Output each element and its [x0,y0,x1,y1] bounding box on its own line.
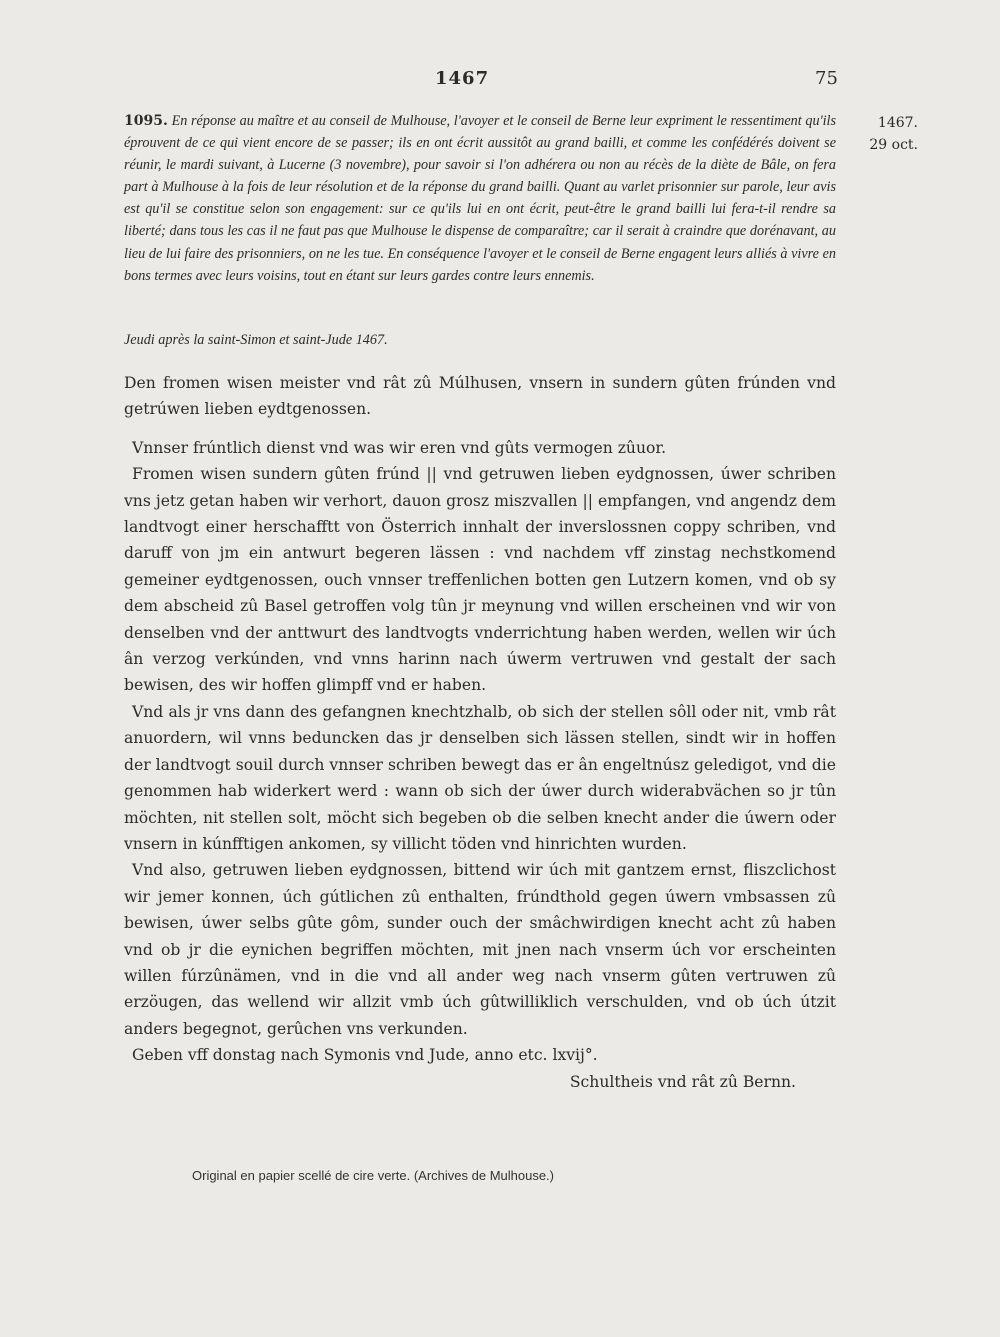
letter-greeting: Vnnser frúntlich dienst vnd was wir eren vnd gûts vermogen zûuor. [132,438,667,457]
margin-note-day: 29 oct. [869,137,918,153]
running-head [0,68,1000,92]
entry-number: 1095. [124,113,168,129]
margin-date-note [848,112,918,156]
letter-signature: Schultheis vnd rât zû Bernn. [569,1072,796,1091]
archival-footnote: Original en papier scellé de cire verte. (Archives de Mulhouse.) [192,1168,555,1183]
entry-summary [124,110,836,287]
letter-paragraph: Fromen wisen sundern gûten frúnd || vnd getruwen lieben eydgnossen, úwer schriben vns jetz getan haben wir verhort, dauon grosz miszvallen || empfangen, vnd angendz dem landtvogt einer herschafftt von Österrich innhalt der inverslossnen coppy schriben, vnd daruff von jm ein antwurt begeren lässen : vnd nachdem vff zinstag nechstkomend gemeiner eydtgenossen, ouch vnnser treffenlichen botten gen Lutzern komen, vnd ob sy dem abscheid zû Basel getroffen volg tûn jr meynung vnd willen erscheinen vnd wir von denselben vnd der anttwurt des landtvogts vnderrichtung haben werden, wellen wir úch ân verzog verkúnden, vnd vnns harinn nach úwerm vertruwen vnd gestalt der sach bewisen, des wir hoffen glimpff vnd er haben. [124,465,836,695]
letter-address: Den fromen wisen meister vnd rât zû Múlhusen, vnsern in sundern gûten frúnden vnd getrúwen lieben eydtgenossen. [124,374,836,419]
entry-dateline: Jeudi après la saint-Simon et saint-Jude 1467. [124,332,388,348]
running-head-year: 1467 [435,68,490,89]
entry-summary-text: En réponse au maître et au conseil de Mulhouse, l'avoyer et le conseil de Berne leur expriment le ressentiment qu'ils éprouvent de ce qui vient encore de se passer; ils en ont écrit aussitôt au grand bailli, et comme les confédérés doivent se réunir, le mardi suivant, à Lucerne (3 novembre), pour savoir si l'on adhérera ou non au récès de la diète de Bâle, on fera part à Mulhouse à la fois de leur résolution et de la réponse du grand bailli. Quant au varlet prisonnier sur parole, leur avis est qu'il se constitue selon son engagement: sur ce qu'ils lui en ont écrit, peut-être le grand bailli lui fera-t-il rendre sa liberté; dans tous les cas il ne faut pas que Mulhouse le dispense de comparaître; car il serait à craindre que dorénavant, au lieu de lui faire des prisonniers, on ne les tue. En conséquence l'avoyer et le conseil de Berne engagent leurs alliés à vivre en bons termes avec leurs voisins, tout en étant sur leurs gardes contre leurs ennemis. [124,113,837,284]
page-number: 75 [815,68,838,89]
margin-note-year: 1467. [877,115,918,131]
letter-paragraph: Vnd also, getruwen lieben eydgnossen, bittend wir úch mit gantzem ernst, fliszclichost wir jemer konnen, úch gútlichen zû enthalten, frúndthold gegen úwern vmbsassen zû bewisen, úwer selbs gûte gôm, sunder ouch der smâchwirdigen knecht acht zû haben vnd ob jr die eynichen begriffen möchten, mit jnen nach vnserm úch vor erscheinten willen fúrzûnämen, vnd in die vnd all ander weg nach vnserm gûten vertruwen zû erzöugen, das wellend wir allzit vmb úch gûtwilliklich verschulden, vnd ob úch útzit anders begegnot, gerûchen vns verkunden. [124,861,836,1038]
letter-closing: Geben vff donstag nach Symonis vnd Jude, anno etc. lxvij°. [132,1046,598,1065]
letter-body [124,370,836,1101]
letter-paragraph: Vnd als jr vns dann des gefangnen knechtzhalb, ob sich der stellen sôll oder nit, vmb rât anuordern, wil vnns beduncken das jr denselben sich lässen stellen, sindt wir in hoffen der landtvogt souil durch vnnser schriben bewegt das er ân engeltnúsz geledigot, vnd die genommen hab widerkert werd : wann ob sich der úwer durch widerabvächen so jr tûn möchten, nit stellen solt, möcht sich begeben ob die selben knecht ander die úwern oder vnsern in kúnfftigen ankomen, sy villicht töden vnd hinrichten wurden. [124,702,836,853]
